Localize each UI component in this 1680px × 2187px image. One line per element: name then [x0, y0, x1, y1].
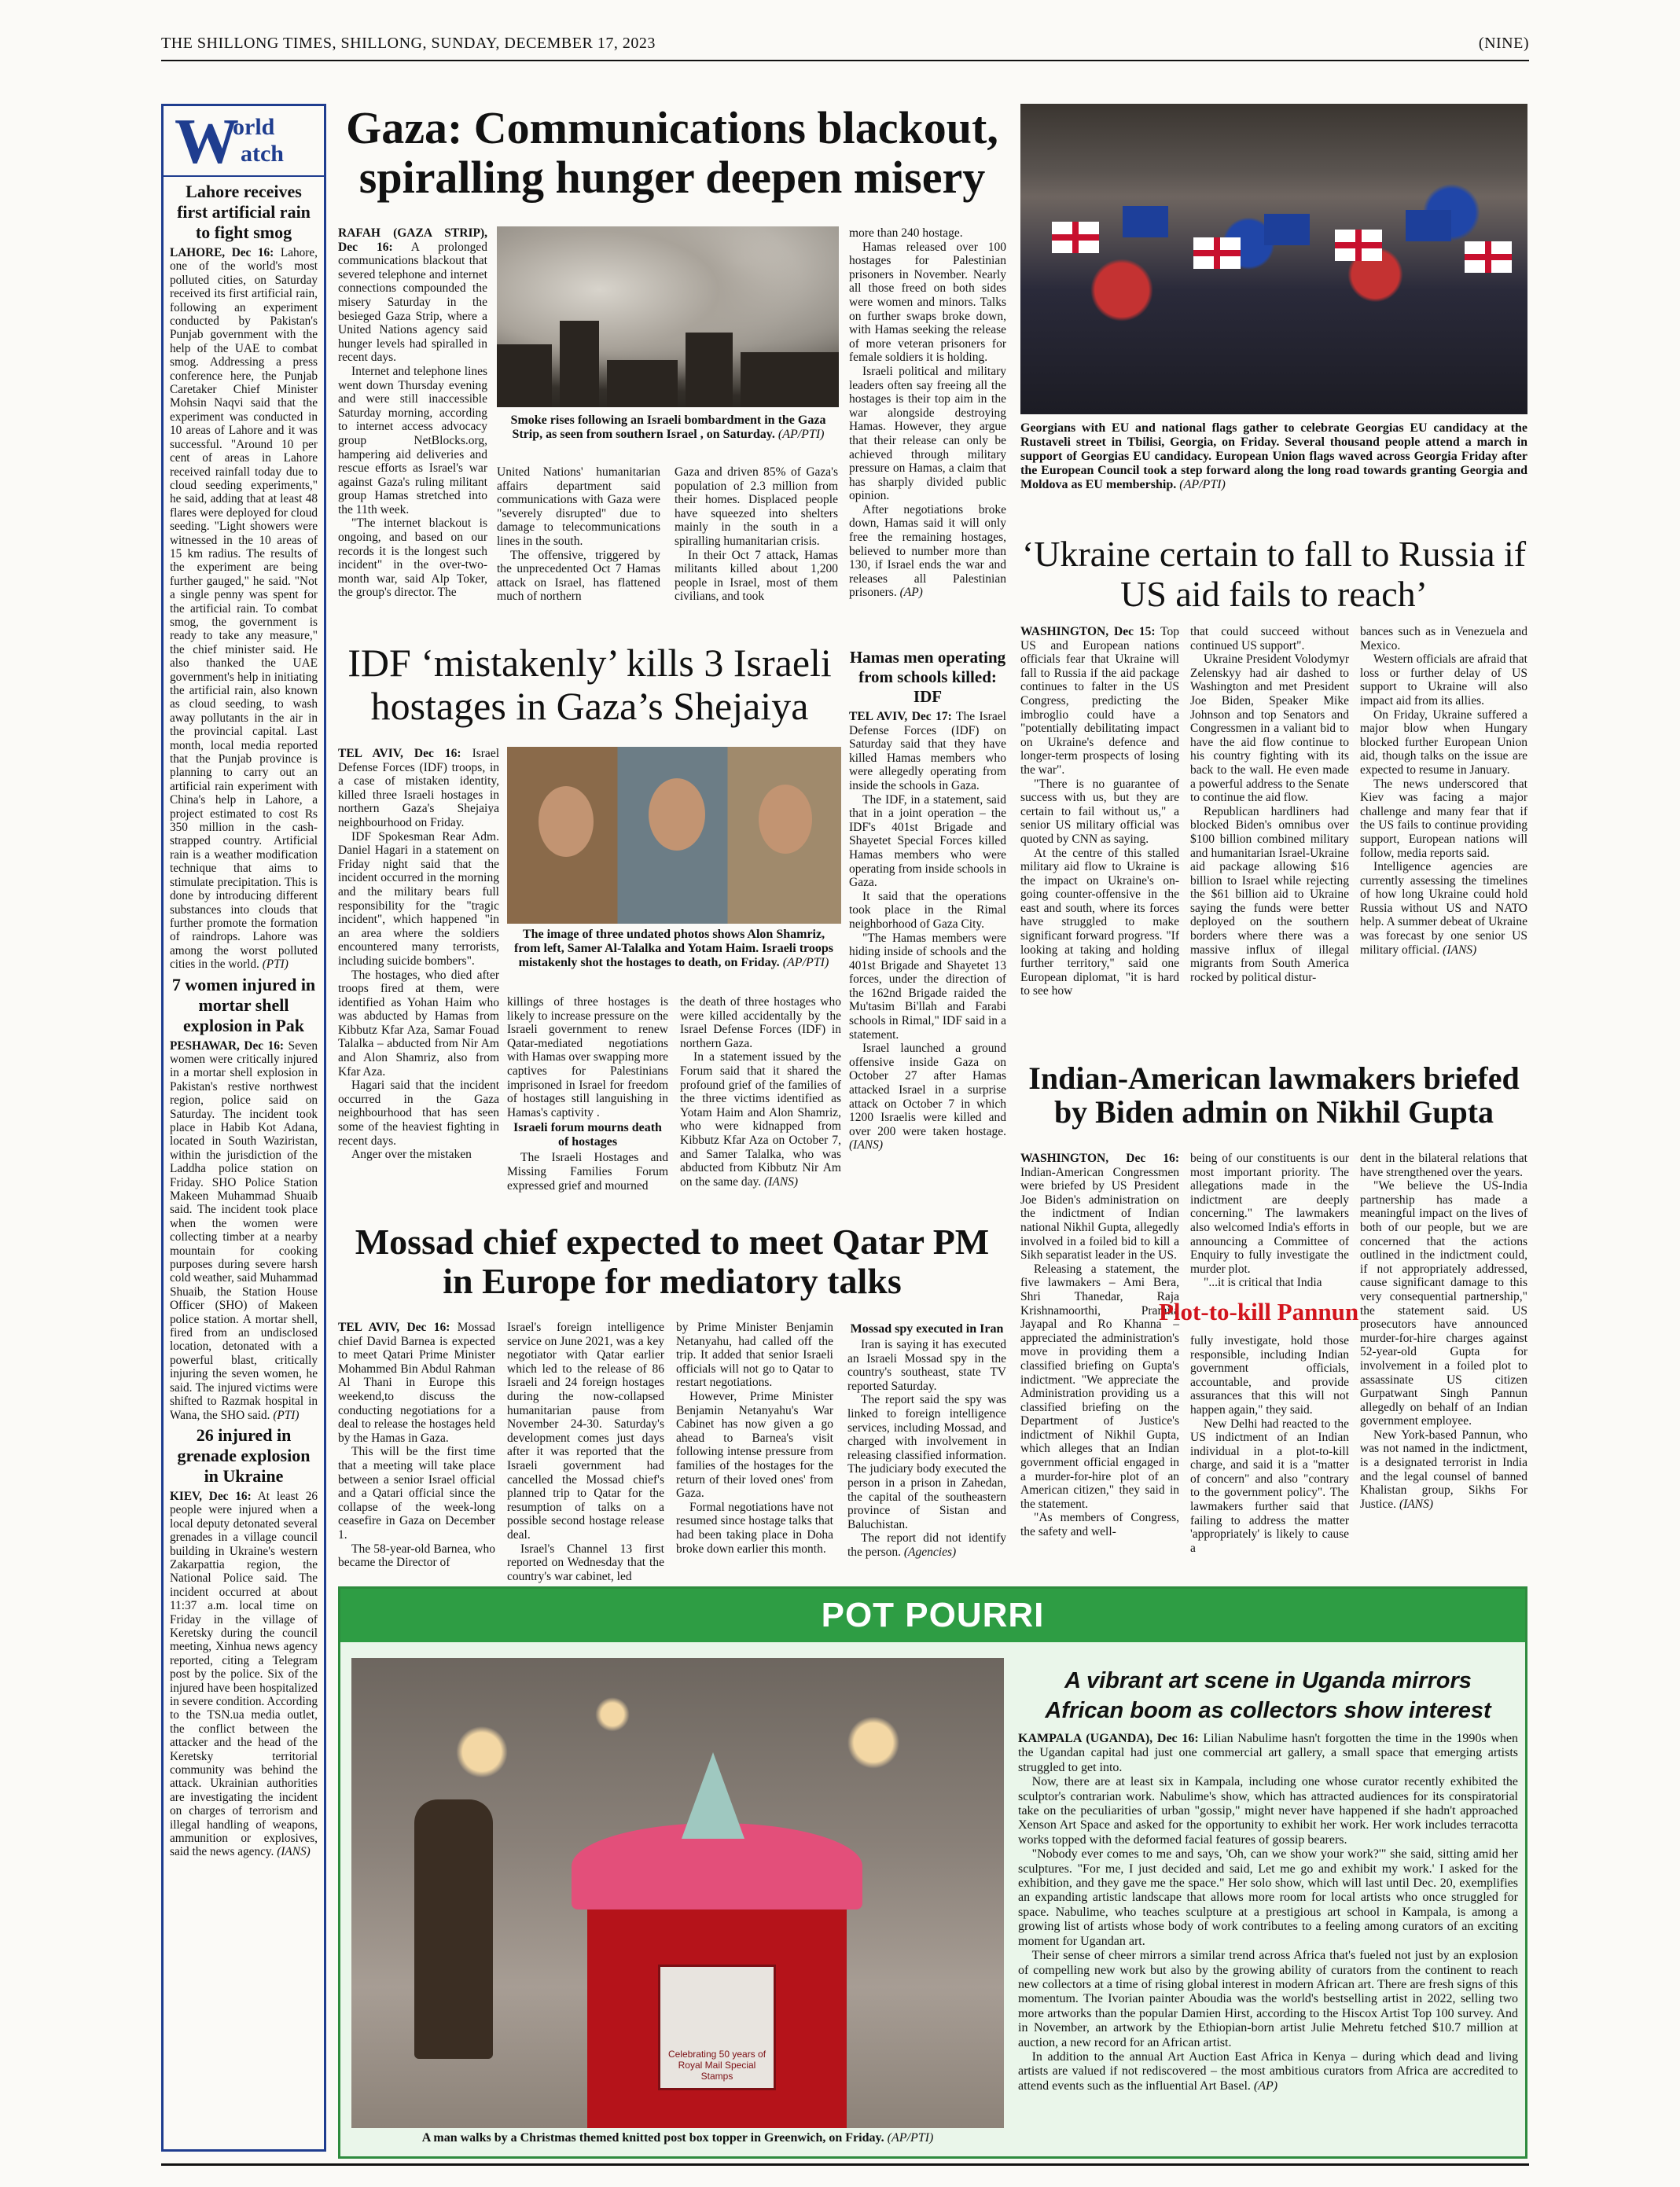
idf-headline: IDF ‘mistakenly’ kills 3 Israeli hostages in Gaza’s Shejaiya — [347, 641, 832, 728]
ukraine-col-2: that could succeed without continued US support". Ukraine President Volodymyr Zelenskyy had air dashed to Washington and met President Joe Biden, Speaker Mike Johnson and top Senators and Congressmen in a valiant bid to have the aid flow continue to his country fighting with its back to the wall. He even made a powerful address to the Senate to continue the aid flow. Republican hardliners had blocked Biden's omnibus over $100 billion combined military and humanitarian Israel-Ukraine aid package allowing $16 billion to Israel while rejecting the $61 billion aid to Ukraine saying the funds were better deployed on the southern borders where there was a massive influx of illegal migrants from South America rocked by political distur- — [1190, 625, 1349, 984]
lahore-headline: Lahore receives first artificial rain to fight smog — [177, 182, 311, 242]
gaza-col-4: more than 240 hostage. Hamas released over 100 hostages for Palestinian prisoners in November. Nearly all those freed on both sides were women and minors. Talks on further swaps broke down, with Hamas seeking the release of more veteran prisoners for female soldiers it is holding. Israeli political and military leaders often say freeing all the hostages is their top aim in the war alongside destroying Hamas. However, they argue that their release can only be achieved through military pressure on Hamas, a claim that has sharply divided public opinion. After negotiations broke down, Hamas said it will only free the remaining hostages, believed to number more than 130, if Israel ends the war and releases all Palestinian prisoners. (AP) — [849, 226, 1006, 600]
gaza-photo-caption: Smoke rises following an Israeli bombardment in the Gaza Strip, as seen from southern Israel , on Saturday. (AP/PTI) — [510, 414, 826, 441]
idf-subhead: Israeli forum mourns death of hostages — [513, 1121, 662, 1149]
gaza-col-3: Gaza and driven 85% of Gaza's population of 2.3 million from their homes. Displaced people have squeezed into shelters mainly in the south in a spiralling humanitarian crisis. In their Oct 7 attack, Hamas militants killed about 1,200 people in Israel, most of them civilians, and took — [675, 465, 838, 604]
pot-pourri-section — [338, 1586, 1527, 2159]
post-box-caption: A man walks by a Christmas themed knitted post box topper in Greenwich, on Friday. (AP/PTI) — [421, 2131, 934, 2145]
masthead — [161, 35, 1529, 55]
post-box-photo — [351, 1658, 1004, 2128]
gupta-headline: Indian-American lawmakers briefed by Biden admin on Nikhil Gupta — [1028, 1060, 1520, 1130]
mossad-headline: Mossad chief expected to meet Qatar PM in Europe for mediatory talks — [355, 1222, 990, 1301]
page-bottom-rule — [161, 2163, 1529, 2166]
stamp-panel: Celebrating 50 years of Royal Mail Special Stamps — [658, 1965, 776, 2090]
ukraine-col-1: WASHINGTON, Dec 15: Top US and European nations officials fear that Ukraine will fall to Russia if the aid package continues to falter in the US Congress, predicting the imbroglio could have a "potentially debilitating impact on Ukraine's defence and longer-term prospects of losing the war". "There is no guarantee of success with us, but they are certain to fail without us," a senior US military official was quoted by CNN as saying. At the centre of this stalled military aid flow to Ukraine is the impact on Ukraine's on-going counter-offensive in the east and south, where its forces have struggled to make significant forward progress. "If looking at taking and holding further territory," said one European diplomat, "it is hard to see how — [1020, 625, 1179, 998]
masthead-dateline: THE SHILLONG TIMES, SHILLONG, SUNDAY, DECEMBER 17, 2023 — [161, 35, 656, 52]
page-number: (NINE) — [1478, 35, 1529, 52]
mossad-col-4: Mossad spy executed in Iran Iran is saying it has executed an Israeli Mossad spy in the country's southeast, state TV reported Saturday. The report said the spy was linked to foreign intelligence services, including Mossad, and charged with involvement in releasing classified information. The judiciary body executed the person in a prison in Zahedan, the capital of the southeastern province of Sistan and Baluchistan. The report did not identify the person. (Agencies) — [847, 1322, 1006, 1559]
gaza-col-2: United Nations' humanitarian affairs department said communications with Gaza were "severely disrupted" due to damage to telecommunications lines in the south. The offensive, triggered by the unprecedented Oct 7 Hamas attack on Israel, has flattened much of northern — [497, 465, 660, 604]
pedestrian — [414, 1799, 493, 2059]
kiev-headline: 26 injured in grenade explosion in Ukraine — [177, 1424, 311, 1486]
idf-col-3: the death of three hostages who were killed accidentally by the Israel Defense Forces (IDF) in northern Gaza. In a statement issued by the Forum said that it shared the profound grief of the families of the three victims identified as Yotam Haim and Alon Shamriz, who were kidnapped from Kibbutz Kfar Aza on October 7, and Samer Talalka, who was abducted from Kibbutz Nir Am on the same day. (IANS) — [680, 995, 841, 1189]
gaza-col-1: RAFAH (GAZA STRIP), Dec 16: A prolonged communications blackout that severed telephone and internet connections compounded the misery Saturday in the besieged Gaza Strip, where a United Nations agency said hunger levels had spiralled in recent days. Internet and telephone lines went down Thursday evening and were still inaccessible Saturday morning, according to internet access advocacy group NetBlocks.org, hampering aid deliveries and rescue efforts as Israel's war against Gaza's ruling militant group Hamas stretched into the 11th week. "The internet blackout is ongoing, and based on our records it is the longest such incident" in the over-two-month war, said Alp Toker, the group's director. The — [338, 226, 487, 600]
hostages-photo — [507, 747, 841, 924]
hamas-schools-headline: Hamas men operating from schools killed: IDF — [849, 648, 1006, 706]
peshawar-headline: 7 women injured in mortar shell explosion in Pak — [171, 974, 316, 1035]
gupta-col-1: WASHINGTON, Dec 16: Indian-American Congressmen were briefed by US President Joe Biden's administration on the indictment of Indian national Nikhil Gupta, allegedly involved in a foiled bid to kill a Sikh separatist leader in the US. Releasing a statement, the five lawmakers – Ami Bera, Shri Thanedar, Raja Krishnamoorthi, Pramila Jayapal and Ro Khanna – appreciated the administration's move in providing them a classified briefing on Gupta's indictment. "We appreciate the Administration providing us a classified briefing on the Department of Justice's indictment of Nikhil Gupta, which alleges that an Indian government official engaged in a murder-for-hire plot of an American citizen," they said in the statement. "As members of Congress, the safety and well- — [1020, 1152, 1179, 1539]
kiev-story: KIEV, Dec 16: At least 26 people were injured when a local deputy detonated several grenades in a village council building in Ukraine's western Zakarpattia region, the National Police said. The incident occurred at about 11:37 a.m. local time on Friday in the village of Keretsky during the council meeting, Xinhua news agency reported, citing a Telegram post by the police. Six of the injured have been hospitalized in severe condition. According to the TSN.ua media outlet, the conflict between the attacker and the head of the Keretsky territorial community was behind the attack. Ukrainian authorities are investigating the incident on charges of terrorism and illegal handling of weapons, ammunition or explosives, said the news agency. (IANS) — [170, 1489, 318, 1859]
idf-col-1: TEL AVIV, Dec 16: Israel Defense Forces (IDF) troops, in a case of mistaken identity, killed three Israeli hostages in northern Gaza's Shejaiya neighbourhood on Friday. IDF Spokesman Rear Adm. Daniel Hagari in a statement on Friday night said that the incident occurred in the morning and the military bears full responsibility for the "tragic incident", which happened "in an area where the soldiers encountered many terrorists, including suicide bombers". The hostages, who died after troops fired at them, were identified as Yohan Haim who was abducted by Hamas from Kibbutz Kfar Aza, Samar Fouad Talalka – abducted from Nir Am and Alon Shamriz, also from Kfar Aza. Hagari said that the incident occurred in the Gaza neighbourhood that has seen some of the heaviest fighting in recent days. Anger over the mistaken — [338, 747, 499, 1162]
gupta-col-2: being of our constituents is our most important priority. The allegations made in the indictment are deeply concerning." The lawmakers also welcomed India's efforts in announcing a Committee of Enquiry to fully investigate the murder plot. "...it is critical that India Plot-to-kill Pannun fully investigate, hold those responsible, including Indian government officials, accountable, and provide assurances that this will not happen again," they said. New Delhi had reacted to the US indictment of an Indian individual in a plot-to-kill charge, and said it is a "matter of concern" and also "contrary to the government policy". The lawmakers further said that failing to address the matter 'appropriately' is likely to cause a — [1159, 1152, 1359, 1555]
gaza-headline: Gaza: Communications blackout, spiralling hunger deepen misery — [346, 102, 998, 203]
georgia-crowd-photo — [1020, 104, 1527, 414]
uganda-headline: A vibrant art scene in Uganda mirrors African boom as collectors show interest — [1045, 1668, 1491, 1723]
world-watch-column — [161, 104, 326, 2152]
hamas-schools-story: Hamas men operating from schools killed: IDF TEL AVIV, Dec 17: The Israel Defense Forces (IDF) on Saturday said that they have killed Hamas members who were allegedly operating from inside the schools in Gaza. The IDF, in a statement, said that in a joint operation – the IDF's 401st Brigade and Shayetet Special Forces killed Hamas members who were operating from inside schools in Gaza. It said that the operations took place in the Rimal neighborhood of Gaza City. "The Hamas members were hiding inside of schools and the 401st Brigade and Shayetet 13 forces, under the direction of the 162nd Brigade raided the Mu'tasim Bi'llah and Farabi schools in Rimal," IDF said in a statement. Israel launched a ground offensive inside Gaza on October 27 after Hamas attacked Israel in a surprise attack on October 7 in which 1200 Israelis were killed and over 200 were taken hostage. (IANS) — [849, 648, 1006, 1152]
pot-pourri-banner: POT POURRI — [340, 1589, 1525, 1642]
mossad-subhead: Mossad spy executed in Iran — [850, 1322, 1004, 1336]
gupta-col-3: dent in the bilateral relations that have strengthened over the years. "We believe the US-India partnership has made a meaningful impact on the lives of both of our people, but we are concerned that the actions outlined in the indictment could, if not appropriately addressed, cause significant damage to this very consequential partnership," the statement said. US prosecutors have announced murder-for-hire charges against 52-year-old Gupta for involvement in a foiled plot to assassinate US citizen Gurpatwant Singh Pannun allegedly on behalf of an Indian government employee. New York-based Pannun, who was not named in the indictment, is a designated terrorist in India and the legal counsel of banned Khalistan group, Sikhs For Justice. (IANS) — [1360, 1152, 1527, 1511]
uganda-story: KAMPALA (UGANDA), Dec 16: Lilian Nabulime hasn't forgotten the time in the 1990s when the Ugandan capital had just one commercial art gallery, a small space that emerging artists struggled to get into. Now, there are at least six in Kampala, including one whose curator recently exhibited the sculptor's contrarian work. Nabulime's show, which has attracted audiences for its conspiratorial take on the peculiarities of urban "gossip," might never have happened if she hadn't approached Xenson Art Space and asked for the opportunity to exhibit her work. Her work includes terracotta works topped with the deformed facial features of gossip bearers. "Nobody ever comes to me and says, 'Oh, can we show your work?'" she said, sitting amid her sculptures. "For me, I just decided and said, Let me go and exhibit my work.' I asked for the exhibition, and they gave me the space." Her solo show, which will last until Dec. 20, exemplifies an expanding artistic landscape that allows more room for local artists who once struggled for space. Nabulime, who teaches sculpture at a prestigious art school in Kampala, is among a growing list of artists whose body of work contributes to a feeling among curators of an exciting moment for Ugandan art. Their sense of cheer mirrors a similar trend across Africa that's fueled not just by an explosion of compelling new work but also by the growing ability of curators from the continent to reach new collectors at a time of rising global interest in modern African art. There are fresh signs of this momentum. The Ivorian painter Aboudia was the world's bestselling artist in 2022, selling two more artworks than the popular Damien Hirst, according to the Hiscox Artist Top 100 survey. And in November, an artwork by the Ethiopian-born artist Julie Mehretu fetched $10.7 million at auction, a new record for an African artist. In addition to the annual Art Auction East Africa in Kenya – during which dead and living artists are valued if not rediscovered – the most ambitious curators from Africa are accredited to attend events such as the influential Art Basel. (AP) — [1018, 1732, 1519, 2093]
peshawar-story: PESHAWAR, Dec 16: Seven women were critically injured in a mortar shell explosion in Pakistan's restive northwest region, police said on Saturday. The incident took place in Habib Kot Adana, located in South Waziristan, within the jurisdiction of the Laddha police station on Friday. SHO Police Station Makeen Muhammad Shuaib said. The incident took place when the women were collecting timber at a nearby mountain for cooking purposes during severe harsh cold weather, said Muhammad Shuaib, the Station House Officer (SHO) of Makeen police station. A mortar shell, fired from an undisclosed location, detonated with a powerful blast, critically injuring the seven women, he said. The injured victims were shifted to Razmak hospital in Wana, the SHO said. (PTI) — [170, 1038, 318, 1422]
ukraine-col-3: bances such as in Venezuela and Mexico. Western officials are afraid that loss or further delay of US support to Ukraine will also impact aid from its allies. On Friday, Ukraine suffered a major blow when Hungary blocked further European Union aid, though talks on the issue are expected to resume in January. The news underscored that Kiev was facing a major challenge and many fear that if the US fails to continue providing support, European nations will follow, media reports said. Intelligence agencies are currently assessing the timelines of how long Ukraine could hold Russia without US and NATO help. A summer debeat of Ukraine was forecast by one senior US military official. (IANS) — [1360, 625, 1527, 957]
pannun-kicker: Plot-to-kill Pannun — [1159, 1297, 1359, 1325]
mossad-col-1: TEL AVIV, Dec 16: Mossad chief David Barnea is expected to meet Qatari Prime Minister Mohammed Bin Abdul Rahman Al Thani in Europe this weekend,to discuss the conducting negotiations for a deal to release the hostages held by the Hamas in Gaza. This will be the first time that a meeting will take place between a senior Israel official and a Qatari official since the collapse of the week-long ceasefire in Gaza on December 1. The 58-year-old Barnea, who became the Director of — [338, 1321, 495, 1570]
masthead-rule — [161, 60, 1529, 61]
mossad-col-2: Israel's foreign intelligence service on June 2021, was a key negotiator with Qatar earlier which led to the release of 86 Israeli and 24 foreign hostages during the now-collapsed humanitarian pause from November 24-30. Saturday's development comes just days after it was reported that the Israeli government had cancelled the Mossad chief's planned trip to Qatar for the resumption of talks on a possible second hostage release deal. Israel's Channel 13 first reported on Wednesday that the country's war cabinet, led — [507, 1321, 664, 1583]
idf-col-2: killings of three hostages is likely to increase pressure on the Israeli government to renew Qatar-mediated negotiations with Hamas over swapping more captives for Palestinians imprisoned in Israel for freedom of hostages still languishing in Hamas's captivity . Israeli forum mourns death of hostages The Israeli Hostages and Missing Families Forum expressed grief and mourned — [507, 995, 668, 1193]
world-watch-logo: W orld atch — [164, 106, 324, 177]
georgia-photo-caption: Georgians with EU and national flags gather to celebrate Georgias EU candidacy at the Rustaveli street in Tbilisi, Georgia, on Friday. Several thousand people attend a march in support of Georgias EU candidacy. European Union flags waved across Georgia Friday after the European Council took a step forward along the long road towards granting Georgia and Moldova as EU membership. (AP/PTI) — [1020, 421, 1527, 491]
hostages-photo-caption: The image of three undated photos shows Alon Shamriz, from left, Samer Al-Talalka and Yotam Haim. Israeli troops mistakenly shot the hostages to death, on Friday. (AP/PTI) — [514, 928, 833, 969]
lahore-story: LAHORE, Dec 16: Lahore, one of the world's most polluted cities, on Saturday received its first artificial rain, following an experiment conducted by Pakistan's Punjab government with the help of the UAE to combat smog. Addressing a press conference here, the Punjab Caretaker Chief Minister Mohsin Naqvi said that the experiment was conducted in 10 areas of Lahore and it was successful. "Around 10 per cent of areas in Lahore received rainfall today due to cloud seeding experiments," he said, adding that at least 48 flares were deployed for cloud seeding. "Light showers were witnessed in the 10 areas of 15 km radius. The results of the experiment are being further gauged," he said. "Not a single penny was spent for the artificial rain. To combat smog, the government is ready to take any measure," the chief minister said. He also thanked the UAE government's help in initiating the artificial rain, also known as cloud seeding, to wash away pollutants in the air in the provincial capital. Last month, local media reported that the Punjab province is planning to carry out an artificial rain experiment with China's help in Lahore, a project estimated to cost Rs 350 million in the cash-strapped country. Artificial rain is a weather modification technique that aims to stimulate precipitation. This is done by introducing different substances into clouds that further promote the formation of raindrops. Lahore was among the worst polluted cities in the world. (PTI) — [170, 246, 318, 972]
mossad-col-3: by Prime Minister Benjamin Netanyahu, had called off the trip. It added that senior Israeli officials will not go to Qatar to restart negotiations. However, Prime Minister Benjamin Netanyahu's War Cabinet has now given a go ahead to Barnea's visit following intense pressure from families of the hostages for the return of their loved ones' from Gaza. Formal negotiations have not resumed since hostage talks that had been taking place in Doha broke down earlier this month. — [676, 1321, 833, 1556]
gaza-smoke-photo — [497, 226, 839, 407]
ukraine-headline: ‘Ukraine certain to fall to Russia if US aid fails to reach’ — [1021, 534, 1527, 614]
